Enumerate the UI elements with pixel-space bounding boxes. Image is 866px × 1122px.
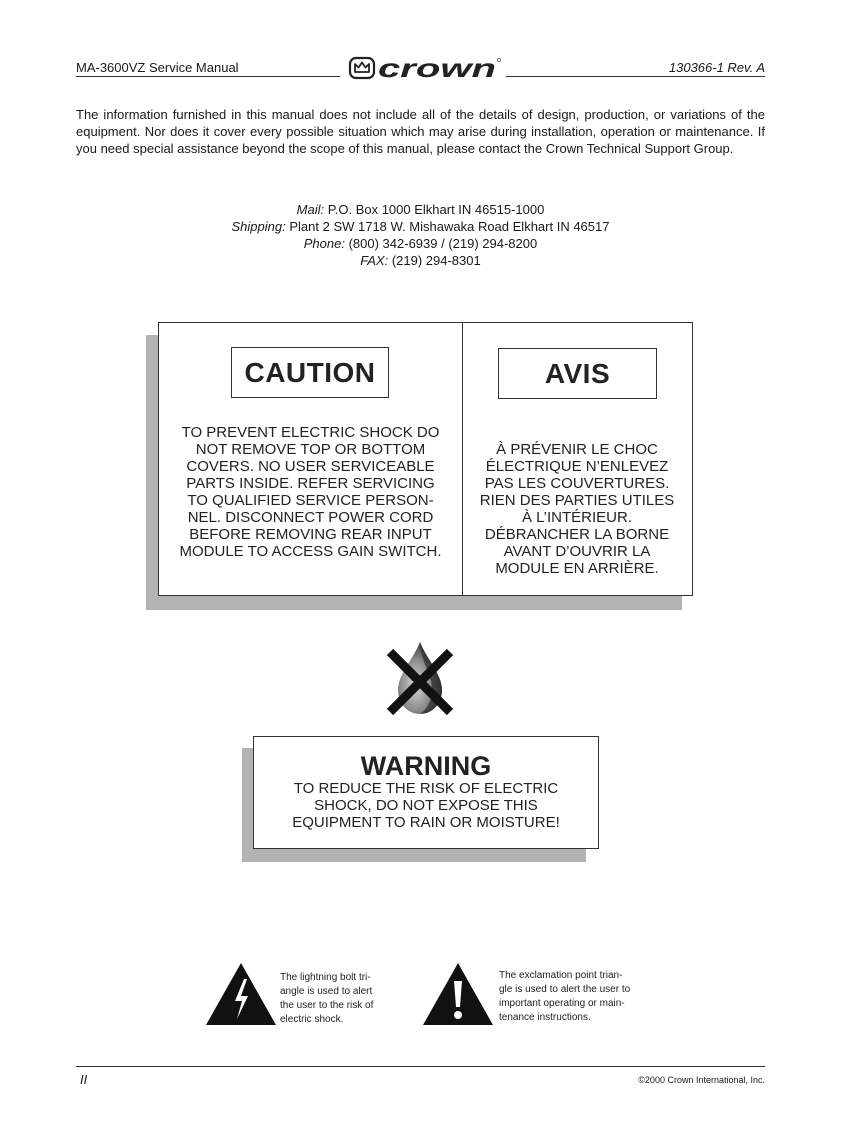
contact-shipping — [76, 218, 765, 235]
caution-panel-divider — [462, 322, 463, 596]
fax-label: FAX: — [360, 253, 389, 268]
avis-line: À PRÉVENIR LE CHOC — [496, 441, 658, 458]
crown-logo-icon — [348, 54, 504, 82]
warning-text — [253, 780, 599, 831]
caution-line: COVERS. NO USER SERVICEABLE — [186, 458, 435, 475]
avis-line: ÉLECTRIQUE N’ENLEVEZ — [485, 458, 669, 475]
phone-value: (800) 342-6939 / (219) 294-8200 — [348, 236, 538, 251]
contact-fax — [76, 252, 765, 269]
intro-paragraph: The information furnished in this manual does not include all of the details of design, production, or variations of the equipment. Nor does it cover every possible situation which may arise during installation, operation or maintenance. If you need special assistance beyond the scope of this manual, please contact the Crown Technical Support Group. — [76, 107, 765, 156]
no-moisture-icon — [384, 640, 456, 716]
mail-value: P.O. Box 1000 Elkhart IN 46515-1000 — [327, 202, 545, 217]
excl-line: The exclamation point trian- — [499, 970, 623, 981]
caution-line: NOT REMOVE TOP OR BOTTOM — [195, 441, 426, 458]
excl-line: gle is used to alert the user to — [499, 984, 631, 995]
excl-line: important operating or main- — [499, 998, 625, 1009]
contact-phone — [76, 235, 765, 252]
avis-line: AVANT D’OUVRIR LA — [503, 543, 651, 560]
warning-line: EQUIPMENT TO RAIN OR MOISTURE! — [292, 814, 560, 831]
lightning-bolt-triangle-icon — [206, 963, 276, 1025]
doc-number: 130366-1 Rev. A — [668, 60, 765, 75]
manual-title: MA-3600VZ Service Manual — [76, 60, 239, 75]
warning-line: SHOCK, DO NOT EXPOSE THIS — [314, 797, 538, 814]
bolt-line: electric shock. — [280, 1014, 344, 1025]
warning-title: WARNING — [360, 751, 492, 781]
bolt-line: The lightning bolt tri- — [280, 972, 371, 983]
caution-line: NEL. DISCONNECT POWER CORD — [187, 509, 434, 526]
avis-title: AVIS — [498, 348, 657, 399]
exclamation-description — [499, 969, 659, 1025]
excl-line: tenance instructions. — [499, 1012, 591, 1023]
bolt-line: the user to the risk of — [280, 1000, 374, 1011]
caution-line: TO QUALIFIED SERVICE PERSON- — [187, 492, 434, 509]
caution-text — [168, 424, 453, 560]
caution-line: TO PREVENT ELECTRIC SHOCK DO — [181, 424, 440, 441]
avis-line: MODULE EN ARRIÈRE. — [495, 560, 659, 577]
caution-line: PARTS INSIDE. REFER SERVICING — [186, 475, 435, 492]
phone-label: Phone: — [303, 236, 345, 251]
shipping-label: Shipping: — [231, 219, 286, 234]
avis-line: RIEN DES PARTIES UTILES — [479, 492, 675, 509]
shipping-value: Plant 2 SW 1718 W. Mishawaka Road Elkhart IN 46517 — [289, 219, 610, 234]
avis-line: À L’INTÉRIEUR. — [521, 509, 633, 526]
exclamation-triangle-icon — [423, 963, 493, 1025]
warning-line: TO REDUCE THE RISK OF ELECTRIC — [293, 780, 559, 797]
contact-mail — [76, 201, 765, 218]
brand-wordmark: crown — [378, 54, 496, 82]
caution-line: BEFORE REMOVING REAR INPUT — [189, 526, 432, 543]
fax-value: (219) 294-8301 — [391, 253, 481, 268]
copyright: ©2000 Crown International, Inc. — [638, 1075, 765, 1085]
avis-line: PAS LES COUVERTURES. — [484, 475, 670, 492]
mail-label: Mail: — [296, 202, 325, 217]
header-rule-left — [76, 76, 340, 77]
avis-line: DÉBRANCHER LA BORNE — [484, 526, 670, 543]
caution-title: CAUTION — [231, 347, 389, 398]
avis-text — [470, 441, 684, 577]
contact-block — [76, 201, 765, 269]
page-number: II — [80, 1072, 88, 1087]
lightning-bolt-description — [280, 971, 400, 1027]
header-rule-right — [506, 76, 765, 77]
bolt-line: angle is used to alert — [280, 986, 373, 997]
footer-rule — [76, 1066, 765, 1067]
caution-line: MODULE TO ACCESS GAIN SWITCH. — [179, 543, 442, 560]
